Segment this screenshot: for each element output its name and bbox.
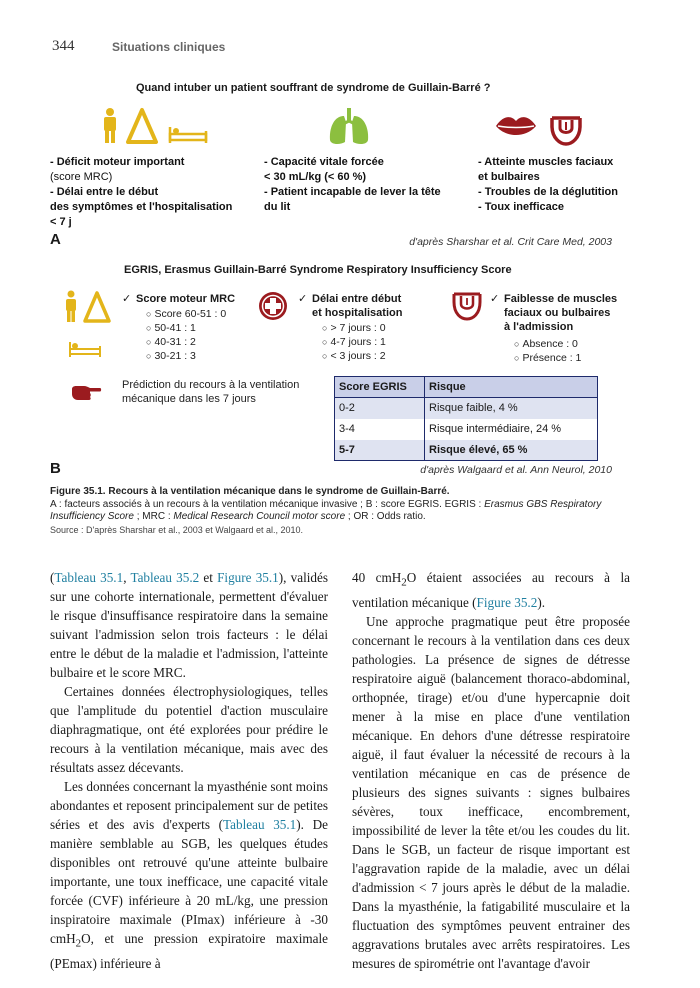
criterion-3-head-line3: à l'admission (504, 321, 574, 333)
table-header-score: Score EGRIS (335, 377, 425, 398)
table-cell: Risque intermédiaire, 24 % (425, 419, 598, 440)
panel-a-col3 (478, 155, 618, 215)
paragraph: Les données concernant la myasthénie sont moins abondantes et reposent principalement sur de petites séries et des avis d'experts (Tableau 35.1). De manière semblable au SGB, les quelques études disponibles ont retrouvé qu'une atteinte bulbaire importante, une toux inefficace, une capacité vitale forcée (CVF) inférieure à 20 mL/kg, une pression inspiratoire maximale (PImax) inférieure à -30 cmH$_2$O, et une pression expiratoire maximale (PEmax) inférieure à (50, 779, 328, 971)
panel-a-col2 (264, 155, 441, 215)
col3-line4: - Toux inefficace (478, 201, 564, 213)
table-cell: 3-4 (335, 419, 425, 440)
panel-a-face-icons (494, 112, 594, 146)
table-cell: 0-2 (335, 398, 425, 419)
paragraph: (Tableau 35.1, Tableau 35.2 et Figure 35.1), validés sur une cohorte internationale, permettent d'évaluer le risque d'insuffisance respiratoire dans la semaine suivant l'admission selon trois facteurs : le délai entre le début de la maladie et l'admission, l'atteinte bulbaire et le score MRC. (50, 570, 328, 680)
page-number: 344 (52, 38, 75, 54)
criterion-2-head-line1: Délai entre début (312, 293, 402, 305)
left-text-column (50, 568, 328, 973)
caption-line3c: Medical Research Council motor score (173, 511, 346, 522)
col3-line3: - Troubles de la déglutition (478, 186, 618, 198)
pointing-hand-icon (70, 384, 102, 402)
caption-label: Figure 35.1. (50, 486, 106, 497)
table-header-row (335, 377, 598, 398)
figure-caption (50, 486, 650, 536)
tongue-mouth-icon (552, 118, 580, 144)
egris-criterion-1 (122, 292, 236, 306)
check-mark: ✓ (122, 293, 132, 305)
col3-line1: - Atteinte muscles faciaux (478, 156, 614, 168)
table-header-risk: Risque (425, 377, 598, 398)
list-item: 40-31 : 2 (154, 336, 196, 348)
col1-line3: - Délai entre le début (50, 186, 159, 198)
criterion-1-items: ○ Score 60-51 : 0 ○ 50-41 : 1 ○ 40-31 : 2 ○ 30-21 : 3 (146, 308, 227, 362)
caption-title: Recours à la ventilation mécanique dans le syndrome de Guillain-Barré. (105, 486, 450, 497)
warning-triangle-icon (85, 293, 109, 321)
col1-line1: - Déficit moteur important (50, 156, 185, 168)
panel-b-person-warning-icons (64, 290, 112, 324)
col2-line1: - Capacité vitale forcée (264, 156, 384, 168)
panel-a-icons-group (100, 107, 210, 145)
link-figure-35-1[interactable]: Figure 35.1 (217, 570, 279, 585)
bed-icon (170, 127, 206, 143)
criterion-3-head-line2: faciaux ou bulbaires (504, 307, 611, 319)
prediction-text (122, 378, 299, 406)
col3-line2: et bulbaires (478, 171, 540, 183)
caption-source: Source : D'après Sharshar et al., 2003 et Walgaard et al., 2010. (50, 524, 304, 535)
panel-b-title: EGRIS, Erasmus Guillain-Barré Syndrome Respiratory Insufficiency Score (124, 264, 512, 276)
medical-cross-icon (258, 291, 288, 321)
bed-icon (68, 340, 102, 358)
list-item: < 3 jours : 2 (330, 350, 386, 362)
criterion-2-head-line2: et hospitalisation (312, 307, 403, 319)
person-icon (66, 291, 76, 323)
paragraph: Une approche pragmatique peut être proposée concernant le recours à la ventilation dans ces deux pathologies. La présence de signes de détresse respiratoire aiguë (balancement thoraco-abdominal, orthopnée, tirage) et/ou d'une hypercapnie doit mener à la mise en place d'une ventilation mécanique. En dehors d'une détresse respiratoire aiguë, il faut évaluer la nécessité de recours à la ventilation mécanique en cas de présence de plusieurs des signes suivants : signes bulbaires sévères, toux inefficace, encombrement, impossibilité de lever la tête et/ou les coudes du lit. Dans le SGB, un facteur de risque important est l'aggravation rapide de la maladie, avec un délai d'admission < 7 jours après le début de la maladie. Dans la myasthénie, la fatigabilité musculaire et la fluctuation des symptômes peuvent entrainer des aggravations brutales avec arrêts respiratoires. Les mesures de spirométrie ont l'avantage d'avoir (352, 613, 630, 971)
prediction-line2: mécanique dans les 7 jours (122, 393, 256, 405)
table-row (335, 398, 598, 419)
caption-line2a: A : facteurs associés à un recours à la ventilation mécanique invasive ; B : score EGRIS. EGRIS : (50, 498, 485, 510)
table-cell: Risque élevé, 65 % (425, 440, 598, 461)
caption-line3a: Insufficiency Score (50, 511, 134, 522)
col1-line4: des symptômes et l'hospitalisation (50, 201, 233, 213)
list-item: > 7 jours : 0 (330, 322, 386, 334)
link-tableau-35-1[interactable]: Tableau 35.1 (54, 570, 124, 585)
col1-line5: < 7 j (50, 216, 72, 228)
link-tableau-35-2[interactable]: Tableau 35.2 (130, 570, 200, 585)
criterion-2-items: ○ > 7 jours : 0 ○ 4-7 jours : 1 ○ < 3 jours : 2 (322, 322, 386, 362)
panel-b-reference: d'après Walgaard et al. Ann Neurol, 2010 (420, 464, 612, 476)
person-icon (104, 108, 116, 143)
caption-line3d: ; OR : Odds ratio. (345, 511, 426, 522)
list-item: Présence : 1 (522, 352, 582, 364)
link-tableau-35-1[interactable]: Tableau 35.1 (223, 817, 297, 832)
table-cell: Risque faible, 4 % (425, 398, 598, 419)
panel-a-letter: A (50, 231, 61, 248)
running-title: Situations cliniques (112, 40, 226, 54)
check-mark: ✓ (490, 293, 500, 305)
panel-a-title: Quand intuber un patient souffrant de syndrome de Guillain-Barré ? (136, 82, 491, 94)
table-cell: 5-7 (335, 440, 425, 461)
table-row (335, 419, 598, 440)
prediction-line1: Prédiction du recours à la ventilation (122, 379, 300, 391)
col1-line2: (score MRC) (50, 171, 113, 183)
caption-line2b: Erasmus GBS Respiratory (484, 498, 602, 510)
panel-a-reference: d'après Sharshar et al. Crit Care Med, 2003 (409, 236, 612, 248)
list-item: 50-41 : 1 (154, 322, 196, 334)
right-text-column (352, 568, 630, 973)
lips-icon (496, 117, 536, 135)
col2-line3: - Patient incapable de lever la tête (264, 186, 441, 198)
criterion-1-head: Score moteur MRC (136, 293, 236, 305)
criterion-3-head-line1: Faiblesse de muscles (504, 293, 618, 305)
list-item: 30-21 : 3 (154, 350, 196, 362)
caption-line3b: ; MRC : (133, 511, 174, 522)
col2-line4: du lit (264, 201, 291, 213)
egris-criterion-2 (298, 292, 403, 320)
criterion-3-items: ○ Absence : 0 ○ Présence : 1 (514, 338, 582, 364)
panel-a-col1 (50, 155, 232, 230)
list-item: Score 60-51 : 0 (154, 308, 227, 320)
link-figure-35-2[interactable]: Figure 35.2 (476, 594, 538, 610)
paragraph: Certaines données électrophysiologiques, telles que l'amplitude du potentiel d'action musculaire diaphragmatique, ont été explorées pour prédire le recours à la ventilation mécanique, mais avec des résultats assez décevants. (50, 684, 328, 775)
egris-risk-table (334, 376, 598, 461)
col2-line2: < 30 mL/kg (< 60 %) (264, 171, 367, 183)
list-item: Absence : 0 (522, 338, 578, 350)
table-row (335, 440, 598, 461)
egris-criterion-3 (490, 292, 618, 334)
paragraph: 40 cmH$_2$O étaient associées au recours à la ventilation mécanique (Figure 35.2). (352, 570, 630, 610)
tongue-mouth-icon (450, 290, 484, 322)
check-mark: ✓ (298, 293, 308, 305)
warning-triangle-icon (128, 110, 156, 142)
lungs-icon (328, 108, 370, 146)
panel-b-letter: B (50, 460, 61, 477)
list-item: 4-7 jours : 1 (330, 336, 386, 348)
